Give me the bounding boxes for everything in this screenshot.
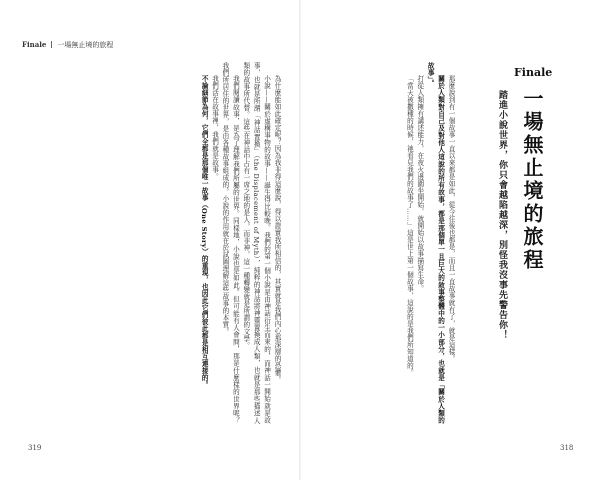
- right-paragraph-emphasis: 關於人類對自己及對他人這說的所有故事，都是那個單一且巨大的敘事整體中的一小部分，也就是「關於人類的故事」。: [426, 62, 445, 424]
- chapter-subtitle: 踏進小說世界，你只會越陷越深，別怪我沒事先警告你！: [497, 90, 507, 340]
- running-header-title: 一場無止境的旅程: [57, 41, 114, 49]
- right-paragraph: 「當天被撒種的時候，祂看見我們的故事了……」這是世上第一個故事，這說的是我們所知道的。: [405, 75, 414, 377]
- book-gutter: [299, 0, 301, 480]
- right-paragraph: 打從人類擁有講述能力，在夜火邊圍坐開始，就開始以故事描寫生命。: [415, 75, 424, 293]
- left-paragraph: 小說——關於虛構事物的故事——誕生得比較晚。我們的第一個小說是由神話衍生而來的，而神話一開始就是故事，也就是所謂「神話置換」（the Displacement of Myth），純粹的神話將神靈置換成人類，也就是那些描述人類的故事所代替。這些在神話中占有一席之地的是人，而非神，這一種轉變就是所謂的文學。: [241, 62, 271, 424]
- left-page-body: [30, 62, 282, 424]
- chapter-label: Finale: [514, 66, 553, 79]
- left-paragraph-emphasis: 不論細節為何，它們全都是那個唯一故事（One Story）的重現，也因此它們彼此都是相互連接的。: [200, 75, 209, 389]
- page-number-left: 319: [28, 444, 42, 452]
- running-header-divider: [51, 41, 52, 48]
- left-paragraph: 我們活在故事裡，我們就是故事。: [210, 75, 219, 181]
- right-paragraph: 那麼說到有一個故事一直以來都是如此，從今往後也都是，而且一直故事就有了，就是這樣。: [447, 75, 455, 363]
- page-number-right: 318: [560, 444, 574, 452]
- running-header-chapter: Finale: [22, 40, 47, 49]
- running-header: [22, 40, 113, 50]
- right-page-body: [318, 62, 456, 424]
- left-paragraph: 為什麼能如此確定呢？因為我非得這麼說，得以證實我所相信的，其實就是我們內心那深層的恐懼。: [273, 75, 281, 384]
- left-paragraph: 我們閱讀故事，是為了理解我們所屬的世界。同樣地，小說也是如此。但可能有人會問，那是什麼樣的世界呢？我們所居住的世界，是由各種故事組成的。小說的作用就在於試圖理解這些故事的本質。: [220, 62, 240, 424]
- chapter-title: 一場無止境的旅程: [520, 88, 544, 272]
